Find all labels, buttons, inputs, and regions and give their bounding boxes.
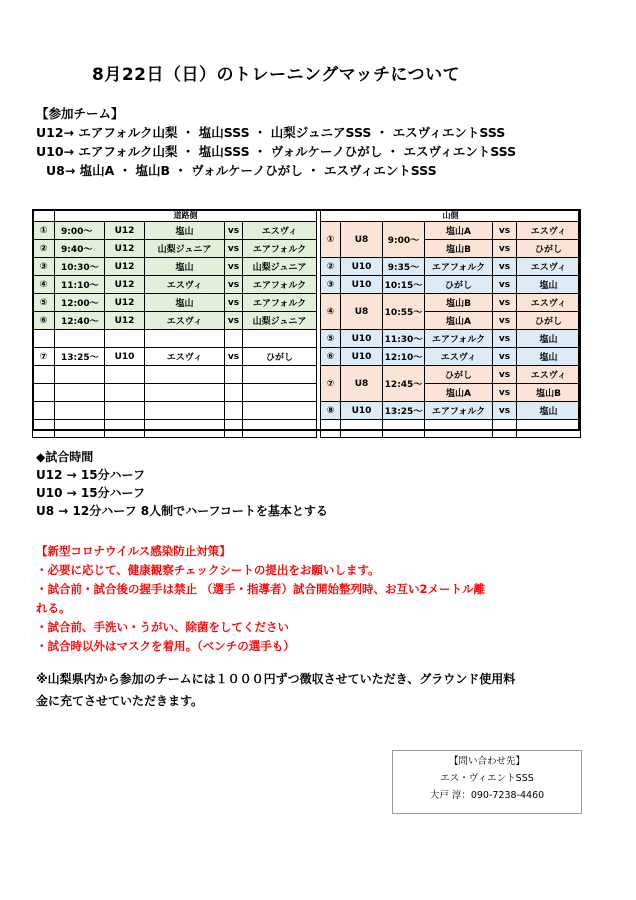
- match-number: [33, 384, 55, 402]
- schedule-right-row: [321, 420, 581, 438]
- away-team: 塩山B: [517, 384, 581, 402]
- away-team: エスヴィ: [517, 258, 581, 276]
- match-time: 13:25～: [55, 348, 105, 366]
- home-team: 塩山: [145, 222, 225, 240]
- schedule-left-row: [33, 276, 317, 294]
- covid-section: [36, 542, 485, 656]
- match-time: 12:40～: [55, 312, 105, 330]
- home-team: 塩山B: [425, 240, 493, 258]
- match-number: ⑦: [33, 348, 55, 366]
- teams-section: [36, 104, 516, 180]
- away-team: 塩山: [517, 348, 581, 366]
- schedule-right-row: [321, 258, 581, 276]
- match-time: 12:45～: [383, 366, 425, 402]
- match-category: U10: [341, 330, 383, 348]
- match-category: [105, 402, 145, 420]
- match-time: [55, 420, 105, 438]
- versus: vs: [493, 366, 517, 384]
- home-team: 塩山B: [425, 294, 493, 312]
- match-category: [105, 330, 145, 348]
- match-time: 10:30～: [55, 258, 105, 276]
- schedule-left-row: [33, 330, 317, 348]
- match-number: ④: [33, 276, 55, 294]
- versus: vs: [225, 348, 243, 366]
- versus: vs: [493, 312, 517, 330]
- schedule-left-row: [33, 366, 317, 384]
- versus: [225, 402, 243, 420]
- versus: vs: [225, 312, 243, 330]
- match-time: 10:15～: [383, 276, 425, 294]
- match-number: [33, 420, 55, 438]
- away-team: エアフォルク: [243, 294, 317, 312]
- away-team: [243, 420, 317, 438]
- contact-heading: 【問い合わせ先】: [448, 756, 525, 767]
- match-category: U10: [105, 348, 145, 366]
- match-number: [33, 366, 55, 384]
- versus: vs: [493, 384, 517, 402]
- teams-u10: U10→ エアフォルク山梨 ・ 塩山SSS ・ ヴォルケーノひがし ・ エスヴィエントSSS: [36, 144, 517, 159]
- covid-line: ・試合前・試合後の握手は禁止 （選手・指導者）試合開始整列時、お互い2メートル離: [36, 582, 486, 596]
- away-team: エスヴィ: [517, 222, 581, 240]
- match-category: [105, 384, 145, 402]
- home-team: エスヴィ: [145, 276, 225, 294]
- covid-heading: 【新型コロナウイルス感染防止対策】: [36, 544, 231, 558]
- match-number: [33, 330, 55, 348]
- versus: vs: [225, 276, 243, 294]
- match-number: ②: [321, 258, 341, 276]
- match-category: U10: [341, 402, 383, 420]
- home-team: 塩山A: [425, 384, 493, 402]
- schedule-left-row: [33, 222, 317, 240]
- away-team: 山梨ジュニア: [243, 258, 317, 276]
- away-team: ひがし: [517, 312, 581, 330]
- schedule-left-row: [33, 240, 317, 258]
- versus: vs: [225, 240, 243, 258]
- versus: [225, 366, 243, 384]
- versus: vs: [225, 222, 243, 240]
- match-time-u12: U12 → 15分ハーフ: [36, 468, 145, 482]
- match-category: [341, 420, 383, 438]
- match-time: 9:35～: [383, 258, 425, 276]
- away-team: [243, 330, 317, 348]
- match-time: 11:30～: [383, 330, 425, 348]
- match-time: [55, 366, 105, 384]
- away-team: [243, 402, 317, 420]
- match-time: [383, 420, 425, 438]
- home-team: [145, 420, 225, 438]
- match-category: U8: [341, 366, 383, 402]
- match-category: U10: [341, 276, 383, 294]
- match-time-heading: ◆試合時間: [36, 450, 94, 464]
- home-team: ひがし: [425, 276, 493, 294]
- match-time: 9:00～: [55, 222, 105, 240]
- schedule-right-row: [321, 348, 581, 366]
- teams-heading: 【参加チーム】: [36, 106, 124, 121]
- match-category: U12: [105, 222, 145, 240]
- away-team: [517, 420, 581, 438]
- schedule-right-row: [321, 294, 581, 312]
- versus: vs: [225, 294, 243, 312]
- match-number: ③: [321, 276, 341, 294]
- match-category: U8: [341, 222, 383, 258]
- match-category: U10: [341, 348, 383, 366]
- match-number: ⑤: [33, 294, 55, 312]
- home-team: エスヴィ: [145, 348, 225, 366]
- match-number: ④: [321, 294, 341, 330]
- away-team: 塩山: [517, 402, 581, 420]
- home-team: エアフォルク: [425, 330, 493, 348]
- match-time: 12:10～: [383, 348, 425, 366]
- versus: vs: [493, 294, 517, 312]
- schedule-left-row: [33, 312, 317, 330]
- home-team: ひがし: [425, 366, 493, 384]
- match-category: U8: [341, 294, 383, 330]
- away-team: エスヴィ: [517, 294, 581, 312]
- match-number: [321, 420, 341, 438]
- contact-box: [392, 750, 582, 814]
- home-team: 塩山A: [425, 312, 493, 330]
- versus: vs: [493, 402, 517, 420]
- schedule-left-table: [32, 209, 317, 438]
- home-team: [425, 420, 493, 438]
- versus: vs: [493, 258, 517, 276]
- match-category: U12: [105, 258, 145, 276]
- match-number: [33, 402, 55, 420]
- match-category: [105, 420, 145, 438]
- match-time: 12:00～: [55, 294, 105, 312]
- versus: vs: [493, 222, 517, 240]
- home-team: 塩山: [145, 258, 225, 276]
- away-team: ひがし: [243, 348, 317, 366]
- schedule-right-row: [321, 276, 581, 294]
- home-team: 塩山A: [425, 222, 493, 240]
- schedule-left-row: [33, 348, 317, 366]
- covid-line: ・試合時以外はマスクを着用。（ベンチの選手も）: [36, 639, 295, 653]
- versus: [225, 420, 243, 438]
- home-team: 山梨ジュニア: [145, 240, 225, 258]
- match-number: ⑤: [321, 330, 341, 348]
- match-time-u8: U8 → 12分ハーフ 8人制でハーフコートを基本とする: [36, 504, 328, 518]
- versus: vs: [225, 258, 243, 276]
- match-category: U12: [105, 276, 145, 294]
- versus: [225, 330, 243, 348]
- home-team: エアフォルク: [425, 402, 493, 420]
- versus: vs: [493, 276, 517, 294]
- home-team: 塩山: [145, 294, 225, 312]
- fee-note: ※山梨県内から参加のチームには１０００円ずつ徴収させていただき、グラウンド使用料金に充てさせていただきます。: [36, 672, 516, 708]
- away-team: エアフォルク: [243, 276, 317, 294]
- home-team: エスヴィ: [145, 312, 225, 330]
- match-number: ③: [33, 258, 55, 276]
- match-number: ⑧: [321, 402, 341, 420]
- schedule-left-row: [33, 384, 317, 402]
- match-category: U12: [105, 294, 145, 312]
- away-team: [243, 384, 317, 402]
- versus: vs: [493, 348, 517, 366]
- covid-line: ・必要に応じて、健康観察チェックシートの提出をお願いします。: [36, 563, 380, 577]
- away-team: [243, 366, 317, 384]
- left-field-header: 道路側: [55, 210, 317, 222]
- contact-org: エス・ヴィエントSSS: [440, 773, 534, 784]
- home-team: [145, 384, 225, 402]
- match-number: ⑥: [321, 348, 341, 366]
- match-time-section: [36, 448, 328, 520]
- match-number: ⑥: [33, 312, 55, 330]
- away-team: 山梨ジュニア: [243, 312, 317, 330]
- schedule-right-row: [321, 366, 581, 384]
- schedule-right-table: [320, 209, 581, 438]
- versus: [493, 420, 517, 438]
- match-time: 10:55～: [383, 294, 425, 330]
- match-time: [55, 384, 105, 402]
- away-team: 塩山: [517, 276, 581, 294]
- contact-person: 大戸 淳：090-7238-4460: [429, 790, 545, 801]
- away-team: 塩山: [517, 330, 581, 348]
- match-category: U12: [105, 240, 145, 258]
- home-team: [145, 402, 225, 420]
- match-time-u10: U10 → 15分ハーフ: [36, 486, 145, 500]
- versus: vs: [493, 330, 517, 348]
- home-team: エスヴィ: [425, 348, 493, 366]
- match-time: 9:40～: [55, 240, 105, 258]
- schedule-right-row: [321, 402, 581, 420]
- versus: vs: [493, 240, 517, 258]
- home-team: [145, 366, 225, 384]
- match-time: 11:10～: [55, 276, 105, 294]
- right-field-header: 山側: [321, 210, 581, 222]
- match-time: [55, 402, 105, 420]
- versus: [225, 384, 243, 402]
- page-title: 8月22日（日）のトレーニングマッチについて: [92, 65, 461, 85]
- covid-line: れる。: [36, 601, 71, 615]
- match-category: [105, 366, 145, 384]
- match-time: 9:00～: [383, 222, 425, 258]
- match-time: 13:25～: [383, 402, 425, 420]
- schedule-right-row: [321, 330, 581, 348]
- covid-line: ・試合前、手洗い・うがい、除菌をしてください: [36, 620, 289, 634]
- match-time: [55, 330, 105, 348]
- home-team: [145, 330, 225, 348]
- schedule-right-row: [321, 222, 581, 240]
- schedule-left-row: [33, 420, 317, 438]
- home-team: エアフォルク: [425, 258, 493, 276]
- teams-u8: U8→ 塩山A ・ 塩山B ・ ヴォルケーノひがし ・ エスヴィエントSSS: [46, 163, 437, 178]
- schedule-left-row: [33, 258, 317, 276]
- match-number: ⑦: [321, 366, 341, 402]
- schedule-left-row: [33, 294, 317, 312]
- match-number: ②: [33, 240, 55, 258]
- teams-u12: U12→ エアフォルク山梨 ・ 塩山SSS ・ 山梨ジュニアSSS ・ エスヴィエントSSS: [36, 125, 506, 140]
- away-team: エスヴィ: [243, 222, 317, 240]
- match-number: ①: [33, 222, 55, 240]
- schedule-left-row: [33, 402, 317, 420]
- away-team: エアフォルク: [243, 240, 317, 258]
- match-category: U12: [105, 312, 145, 330]
- away-team: ひがし: [517, 240, 581, 258]
- away-team: エスヴィ: [517, 366, 581, 384]
- match-number: ①: [321, 222, 341, 258]
- match-category: U10: [341, 258, 383, 276]
